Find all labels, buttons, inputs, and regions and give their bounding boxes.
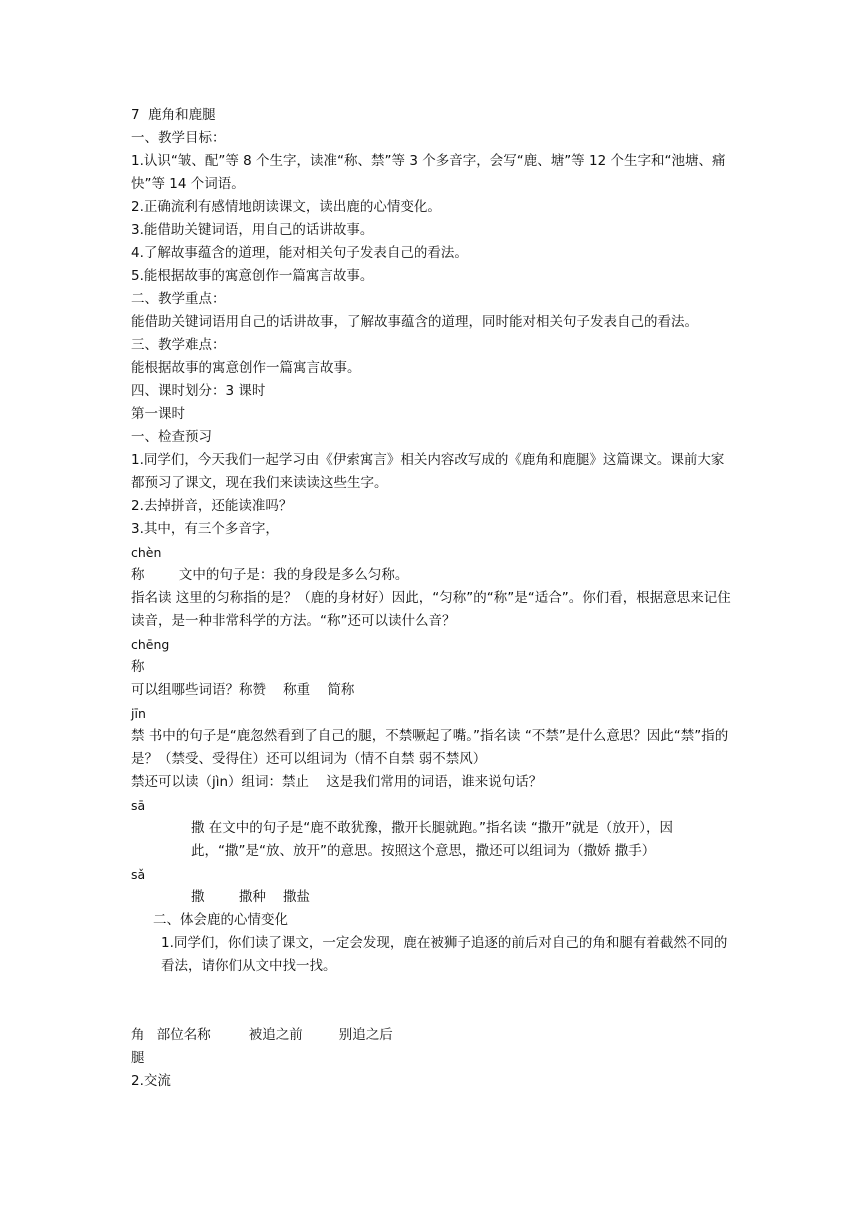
check-paragraph: 3.其中，有三个多音字，	[131, 521, 279, 537]
pinyin-label: sǎ	[131, 867, 146, 882]
lesson-period-heading: 第一课时	[131, 406, 185, 422]
polyphone-words: 撒 撒种 撒盐	[191, 889, 310, 905]
section-heading-goals: 一、教学目标：	[131, 130, 226, 146]
lesson-title: 7 鹿角和鹿腿	[131, 107, 216, 123]
check-preview-heading: 一、检查预习	[131, 429, 212, 445]
part-two-heading: 二、体会鹿的心情变化	[153, 912, 288, 928]
polyphone-explanation: 撒 在文中的句子是“鹿不敢犹豫，撒开长腿就跑。”指名读 “撒开”就是（放开），因此，“撒”是“放、放开”的意思。按照这个意思，撒还可以组词为（撒娇 撒手）	[191, 820, 674, 859]
goal-item: 2.正确流利有感情地朗读课文，读出鹿的心情变化。	[131, 199, 441, 215]
goal-item: 5.能根据故事的寓意创作一篇寓言故事。	[131, 268, 374, 284]
table-row-label: 腿	[131, 1050, 145, 1066]
table-header-row	[131, 1001, 731, 1043]
pinyin-label: jīn	[131, 706, 146, 721]
document-body	[131, 104, 731, 1093]
goal-item: 1.认识“皱、配”等 8 个生字，读准“称、禁”等 3 个多音字，会写“鹿、塘”等 12 个生字和“池塘、痛快”等 14 个词语。	[131, 153, 726, 192]
section-heading-difficulty: 三、教学难点：	[131, 337, 226, 353]
key-point-text: 能借助关键词语用自己的话讲故事，了解故事蕴含的道理，同时能对相关句子发表自己的看法。	[131, 314, 698, 330]
table-row-label: 角	[131, 1027, 145, 1043]
blank-line	[131, 978, 731, 1001]
polyphone-char: 称	[131, 659, 145, 675]
section-heading-key-point: 二、教学重点：	[131, 291, 226, 307]
pinyin-label: chēng	[131, 637, 170, 652]
pinyin-label: chèn	[131, 545, 162, 560]
table-header-cell: 别追之后	[338, 1027, 393, 1043]
goal-item: 3.能借助关键词语，用自己的话讲故事。	[131, 222, 374, 238]
check-paragraph: 1.同学们，今天我们一起学习由《伊索寓言》相关内容改写成的《鹿角和鹿腿》这篇课文。课前大家都预习了课文，现在我们来读读这些生字。	[131, 452, 725, 491]
goal-item: 4.了解故事蕴含的道理，能对相关句子发表自己的看法。	[131, 245, 468, 261]
polyphone-line: 禁还可以读（jìn）组词：禁止 这是我们常用的词语，谁来说句话？	[131, 774, 543, 790]
check-paragraph: 2.去掉拼音，还能读准吗？	[131, 498, 293, 514]
pinyin-label: sā	[131, 798, 146, 813]
polyphone-explanation: 禁 书中的句子是“鹿忽然看到了自己的腿，不禁噘起了嘴。”指名读 “不禁”是什么意思？因此“禁”指的是？（禁受、受得住）还可以组词为（情不自禁 弱不禁风）	[131, 728, 729, 767]
table-header-cell: 部位名称	[156, 1027, 211, 1043]
table-header-cell: 被追之前	[248, 1027, 303, 1043]
exchange-item: 2.交流	[131, 1073, 171, 1089]
polyphone-line: 称 文中的句子是：我的身段是多么匀称。	[131, 567, 409, 583]
polyphone-words: 可以组哪些词语？称赞 称重 简称	[131, 682, 355, 698]
polyphone-explanation: 指名读 这里的匀称指的是？（鹿的身材好）因此，“匀称”的“称”是“适合”。你们看，根据意思来记住读音，是一种非常科学的方法。“称”还可以读什么音？	[131, 590, 731, 629]
section-heading-schedule: 四、课时划分：3 课时	[131, 383, 266, 399]
part-two-question: 1.同学们，你们读了课文，一定会发现，鹿在被狮子追逐的前后对自己的角和腿有着截然不同的看法，请你们从文中找一找。	[161, 935, 728, 974]
difficulty-text: 能根据故事的寓意创作一篇寓言故事。	[131, 360, 361, 376]
